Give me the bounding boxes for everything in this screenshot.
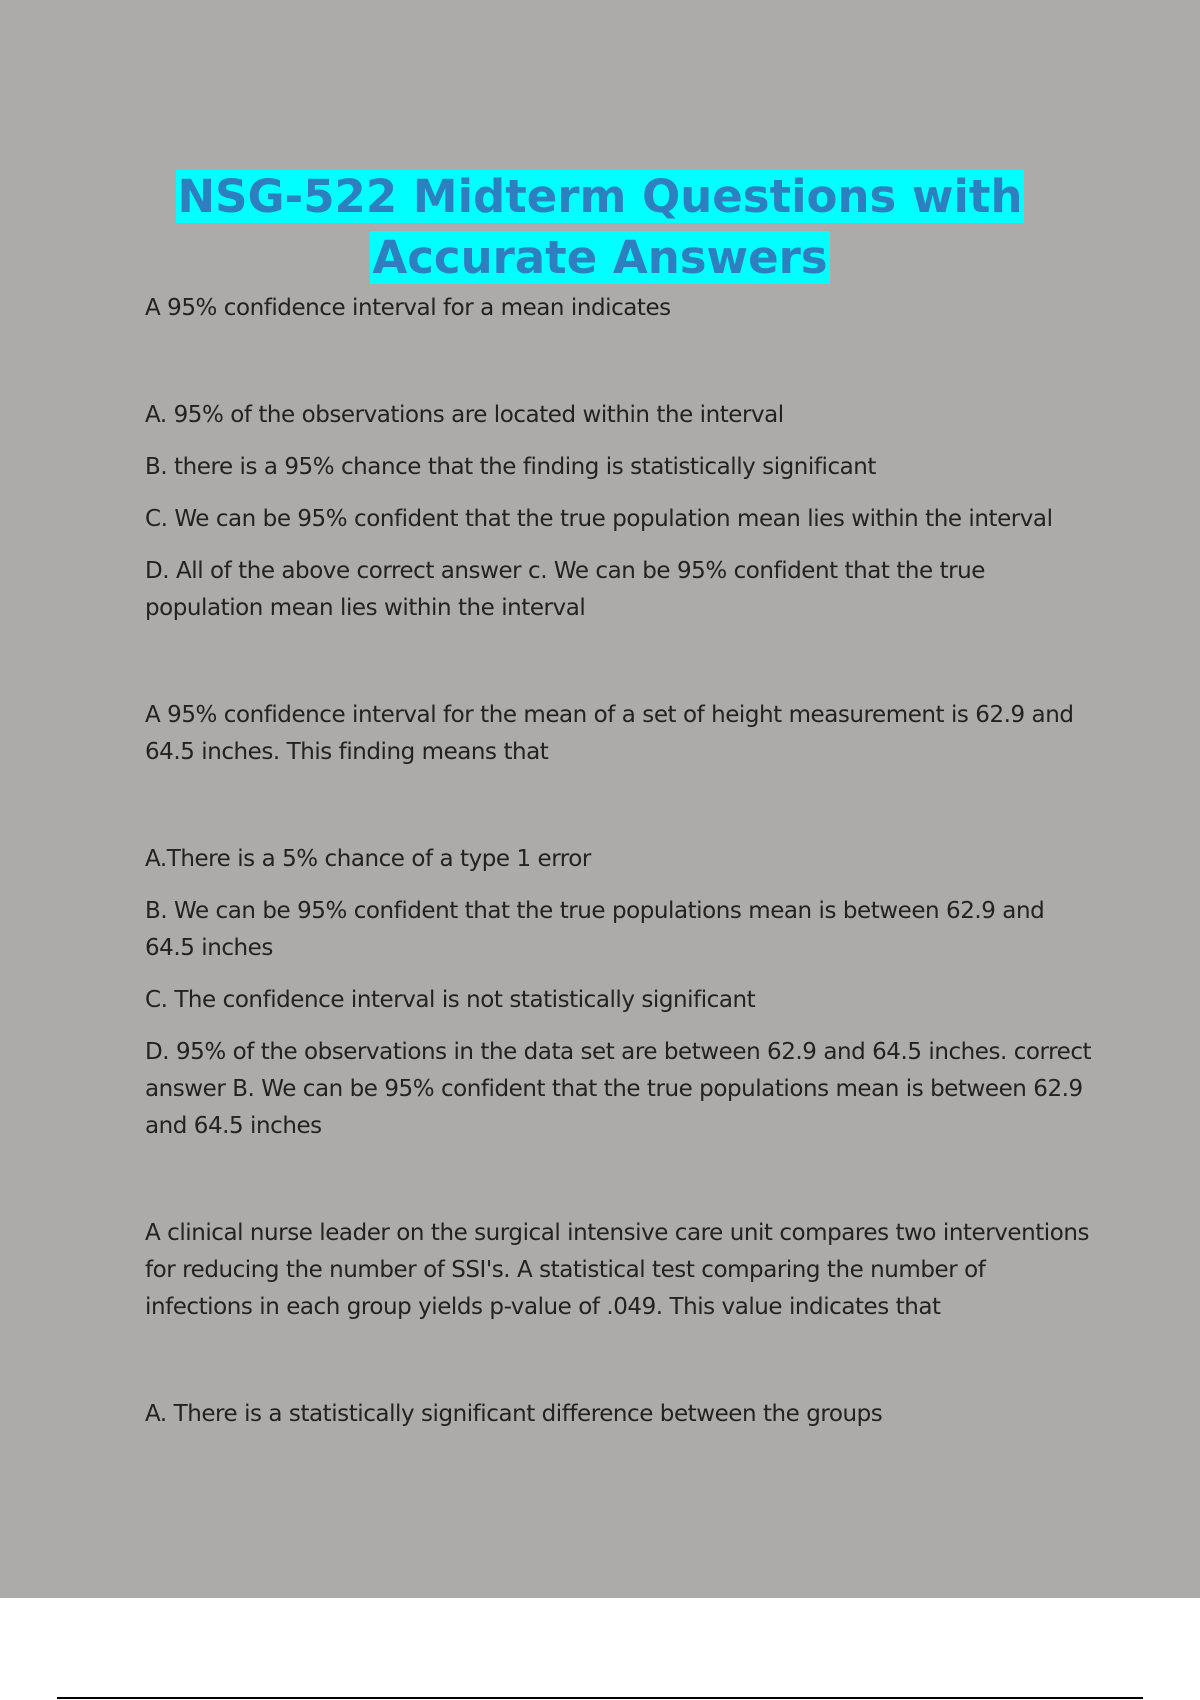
document-title	[0, 166, 1200, 288]
q1-option-a: A. 95% of the observations are located within the interval	[145, 402, 784, 428]
title-line-1: NSG-522 Midterm Questions with	[177, 170, 1023, 223]
question-3: A clinical nurse leader on the surgical intensive care unit compares two interventions for reducing the number of SSI's. A statistical test comparing the number of infections in each group yields p-value of .049. This value indicates that	[145, 1220, 1090, 1320]
page-divider	[57, 1697, 1143, 1699]
q3-option-a: A. There is a statistically significant difference between the groups	[145, 1401, 883, 1427]
title-line-2: Accurate Answers	[372, 231, 828, 284]
q2-option-d: D. 95% of the observations in the data set are between 62.9 and 64.5 inches. correct answer B. We can be 95% confident that the true populations mean is between 62.9 and 64.5 inches	[145, 1039, 1092, 1139]
q2-option-c: C. The confidence interval is not statistically significant	[145, 987, 756, 1013]
q2-option-a: A.There is a 5% chance of a type 1 error	[145, 846, 591, 872]
q1-option-c: C. We can be 95% confident that the true population mean lies within the interval	[145, 506, 1053, 532]
question-2: A 95% confidence interval for the mean of a set of height measurement is 62.9 and 64.5 inches. This finding means that	[145, 702, 1074, 765]
question-1: A 95% confidence interval for a mean indicates	[145, 295, 671, 321]
q2-option-b: B. We can be 95% confident that the true populations mean is between 62.9 and 64.5 inches	[145, 898, 1045, 961]
q1-option-d: D. All of the above correct answer c. We can be 95% confident that the true population mean lies within the interval	[145, 558, 985, 621]
q1-option-b: B. there is a 95% chance that the finding is statistically significant	[145, 454, 876, 480]
document-body	[145, 290, 1095, 1433]
